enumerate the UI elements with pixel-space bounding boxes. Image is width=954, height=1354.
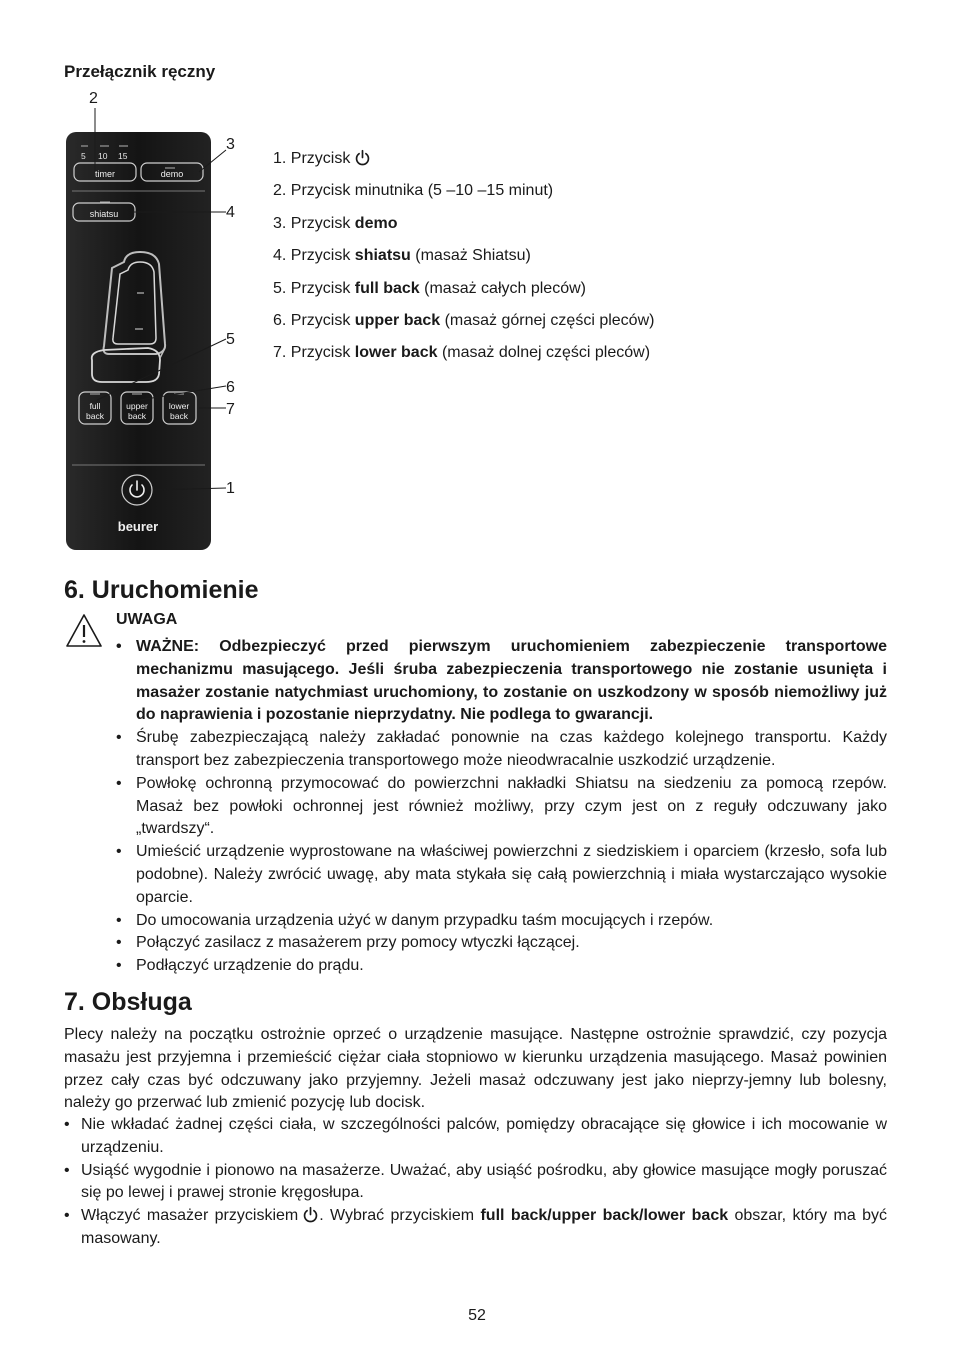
bullet-item: • Usiąść wygodnie i pionowo na masażerze. Uważać, aby usiąść pośrodku, aby głowice masujące mogły poruszać się po lewej i prawej stronie kręgosłupa. <box>64 1160 887 1206</box>
callout-4: 4 <box>226 204 235 221</box>
section-7-bullets <box>64 1114 887 1251</box>
page-number: 52 <box>468 1307 486 1324</box>
legend-item-1: 1. Przycisk <box>273 143 654 175</box>
callout-5: 5 <box>226 331 235 348</box>
legend-item-6: 6. Przycisk upper back (masaż górnej części pleców) <box>273 312 655 330</box>
power-icon <box>354 149 371 166</box>
power-icon <box>302 1206 319 1223</box>
legend-item-4: 4. Przycisk shiatsu (masaż Shiatsu) <box>273 247 531 265</box>
full-back-label-2: back <box>86 411 104 421</box>
lower-back-label-2: back <box>170 411 188 421</box>
section-7-paragraph: Plecy należy na początku ostrożnie oprzeć o urządzenie masujące. Następne ostrożnie sprawdzić, czy pozycja masażu jest przyjemna i przemieścić ciężar ciała stopniowo w kierunku urządzenia masującego. Masaż powinien przez cały czas być odczuwany jako przyjemny. Jeżeli masaż odczuwany jest jako nieprzy-jemny lub bolesny, należy go przerwać lub zmienić pozycję lub docisk. <box>64 1026 887 1112</box>
bullet-item: • Umieścić urządzenie wyprostowane na właściwej powierzchni z siedziskiem i oparciem (krzesło, sofa lub podobne). Należy zwrócić uwagę, aby mata stykała się całą powierzchnią i miała wystarczająco wysokie oparcie. <box>116 841 887 909</box>
bullet-item: • Powłokę ochronną przymocować do powierzchni nakładki Shiatsu na siedzeniu za pomocą rzepów. Masaż bez powłoki ochronnej jest również możliwy, przy czym jest on z reguły odczuwany jako „twardszy“. <box>116 773 887 841</box>
bullet-item: • WAŻNE: Odbezpieczyć przed pierwszym uruchomieniem zabezpieczenie transportowe mechanizmu masującego. Jeśli śruba zabezpieczenia transportowego nie zostanie usunięta i masażer zostanie natychmiast uruchomiony, to zostanie on uszkodzony w sposób niemożliwy już do naprawienia i pozostanie nieprzydatny. Nie podlega to gwarancji. <box>116 636 887 727</box>
bullet-item: • Włączyć masażer przyciskiem . Wybrać przyciskiem full back/upper back/lower back obszar, który ma być masowany. <box>64 1205 887 1251</box>
timer-mark-15: 15 <box>118 151 128 161</box>
warning-triangle-icon <box>64 612 104 650</box>
full-back-label-1: full <box>89 401 101 411</box>
section-6-bullets <box>116 636 887 978</box>
section-6-heading: 6. Uruchomienie <box>64 576 259 604</box>
shiatsu-button-label: shiatsu <box>89 209 119 219</box>
upper-back-label-2: back <box>128 411 146 421</box>
callout-3: 3 <box>226 136 235 153</box>
upper-back-label-1: upper <box>126 401 148 411</box>
bullet-item: • Do umocowania urządzenia użyć w danym przypadku taśm mocujących i rzepów. <box>116 910 887 933</box>
callout-1: 1 <box>226 480 235 497</box>
callout-6: 6 <box>226 379 235 396</box>
demo-button-label: demo <box>160 169 184 179</box>
warning-title: UWAGA <box>116 611 178 628</box>
callout-7: 7 <box>226 401 235 418</box>
brand-logo: beurer <box>117 519 159 534</box>
lower-back-label-1: lower <box>168 401 190 411</box>
timer-button-label: timer <box>95 169 115 179</box>
timer-mark-5: 5 <box>81 151 86 161</box>
section-subtitle: Przełącznik ręczny <box>64 62 216 81</box>
bullet-item: • Śrubę zabezpieczającą należy zakładać ponownie na czas każdego kolejnego transportu. Każdy transport bez zabezpieczenia transportowego może nieodwracalnie uszkodzić urządzenie. <box>116 727 887 773</box>
legend-item-5: 5. Przycisk full back (masaż całych pleców) <box>273 279 586 297</box>
callout-2: 2 <box>89 90 98 107</box>
legend-item-3: 3. Przycisk demo <box>273 214 398 232</box>
button-legend-list <box>273 143 654 370</box>
legend-item-7: 7. Przycisk lower back (masaż dolnej części pleców) <box>273 344 651 362</box>
timer-mark-10: 10 <box>98 151 108 161</box>
bullet-item: • Połączyć zasilacz z masażerem przy pomocy wtyczki łączącej. <box>116 932 887 955</box>
bullet-item: • Podłączyć urządzenie do prądu. <box>116 955 887 978</box>
section-7-heading: 7. Obsługa <box>64 988 192 1016</box>
legend-item-2: 2. Przycisk minutnika (5 –10 –15 minut) <box>273 182 554 200</box>
bullet-item: • Nie wkładać żadnej części ciała, w szczególności palców, pomiędzy obracające się głowice i ich mocowanie w urządzeniu. <box>64 1114 887 1160</box>
